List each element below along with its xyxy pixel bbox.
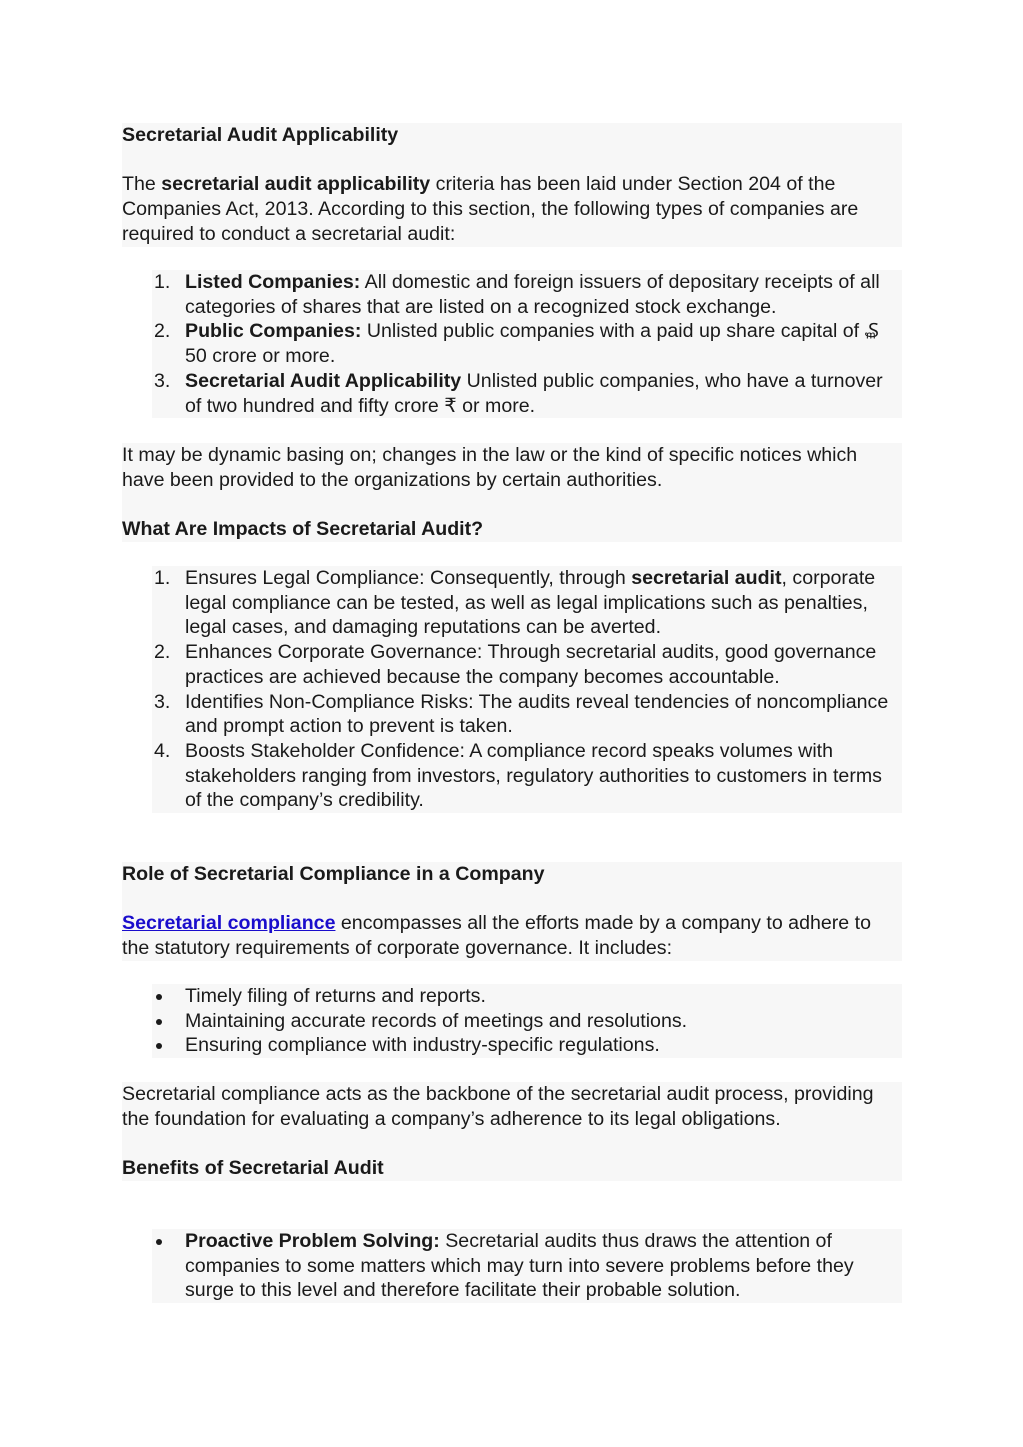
note-paragraph: It may be dynamic basing on; changes in the law or the kind of specific notices which have been provided to the organizations by certain authorities.: [122, 444, 858, 491]
impacts-list: [152, 566, 902, 813]
list-item-text: Boosts Stakeholder Confidence: A compliance record speaks volumes with stakeholders ranging from investors, regulatory authorities to customers in terms of the company’s credibility.: [185, 739, 882, 812]
summary-paragraph: Secretarial compliance acts as the backbone of the secretarial audit process, providing the foundation for evaluating a company’s adherence to its legal obligations.: [122, 1083, 874, 1130]
list-number: 3.: [154, 369, 171, 392]
intro-paragraph: [122, 172, 902, 246]
role-paragraph: [122, 911, 902, 960]
role-text: encompasses all the efforts made by a company to adhere to the statutory requirements of corporate governance. It includes:: [122, 912, 871, 960]
list-number: 2.: [154, 320, 171, 343]
bullet-dot: [156, 1043, 162, 1049]
section-applicability: [122, 123, 902, 247]
list-item-text: Ensures Legal Compliance: Consequently, through: [185, 567, 632, 589]
list-number: 2.: [154, 641, 171, 664]
bullet-title: Proactive Problem Solving:: [185, 1230, 440, 1252]
bullet-item: [152, 1009, 902, 1034]
intro-text: criteria has been laid under Section 204 of the Companies Act, 2013. According to this section, the following types of companies are required to conduct a secretarial audit:: [122, 173, 859, 245]
list-item-text: All domestic and foreign issuers of depositary receipts of all categories of shares that are listed on a recognized stock exchange.: [185, 271, 880, 318]
list-item: [152, 739, 902, 813]
bullet-text: Secretarial audits thus draws the attention of companies to some matters which may turn into severe problems before they surge to this level and therefore facilitate their probable solution.: [185, 1230, 854, 1302]
section-impacts: [122, 443, 902, 542]
list-number: 1.: [154, 271, 171, 293]
list-item: [152, 319, 902, 368]
list-item: [152, 640, 902, 689]
section-heading: Benefits of Secretarial Audit: [122, 1157, 384, 1180]
list-number: 1.: [154, 567, 171, 589]
bullet-text: Maintaining accurate records of meetings and resolutions.: [185, 1009, 688, 1032]
secretarial-compliance-link[interactable]: Secretarial compliance: [122, 912, 336, 935]
list-item: [152, 690, 902, 739]
compliance-bullets: [152, 984, 902, 1058]
bullet-text: Timely filing of returns and reports.: [185, 985, 486, 1007]
section-heading: What Are Impacts of Secretarial Audit?: [122, 518, 484, 541]
section-benefits: [122, 1082, 902, 1181]
list-item-bold: secretarial audit: [631, 567, 782, 589]
bullet-item: [152, 1033, 902, 1058]
bullet-text: Ensuring compliance with industry-specific regulations.: [185, 1034, 660, 1057]
benefits-bullets: [152, 1229, 902, 1303]
section-role: [122, 862, 902, 961]
list-item-text: Unlisted public companies, who have a turnover of two hundred and fifty crore ₹ or more.: [185, 369, 883, 417]
bullet-dot: [156, 994, 162, 1000]
bullet-dot: [156, 1019, 162, 1025]
bullet-item: [152, 1229, 902, 1303]
bullet-item: [152, 984, 902, 1009]
list-item: [152, 369, 902, 418]
list-item-text: , corporate legal compliance can be tested, as well as legal implications such as penalties, legal cases, and damaging reputations can be averted.: [185, 567, 876, 639]
list-item-title: Listed Companies:: [185, 271, 361, 293]
intro-text: The: [122, 173, 162, 196]
intro-bold: secretarial audit applicability: [161, 173, 431, 196]
list-item: [152, 566, 902, 640]
list-item-text: Enhances Corporate Governance: Through secretarial audits, good governance practices are achieved because the company becomes accountable.: [185, 641, 877, 688]
section-heading: Role of Secretarial Compliance in a Company: [122, 863, 545, 885]
list-number: 3.: [154, 690, 171, 713]
applicability-list: [152, 270, 902, 418]
list-item-text: Identifies Non-Compliance Risks: The audits reveal tendencies of noncompliance and prompt action to prevent is taken.: [185, 690, 889, 738]
list-item-text: Unlisted public companies with a paid up share capital of ₷ 50 crore or more.: [185, 320, 879, 368]
list-item: [152, 270, 902, 319]
list-item-title: Public Companies:: [185, 320, 362, 343]
list-number: 4.: [154, 739, 171, 762]
bullet-dot: [156, 1239, 162, 1245]
section-heading: Secretarial Audit Applicability: [122, 124, 399, 146]
list-item-title: Secretarial Audit Applicability: [185, 369, 462, 392]
